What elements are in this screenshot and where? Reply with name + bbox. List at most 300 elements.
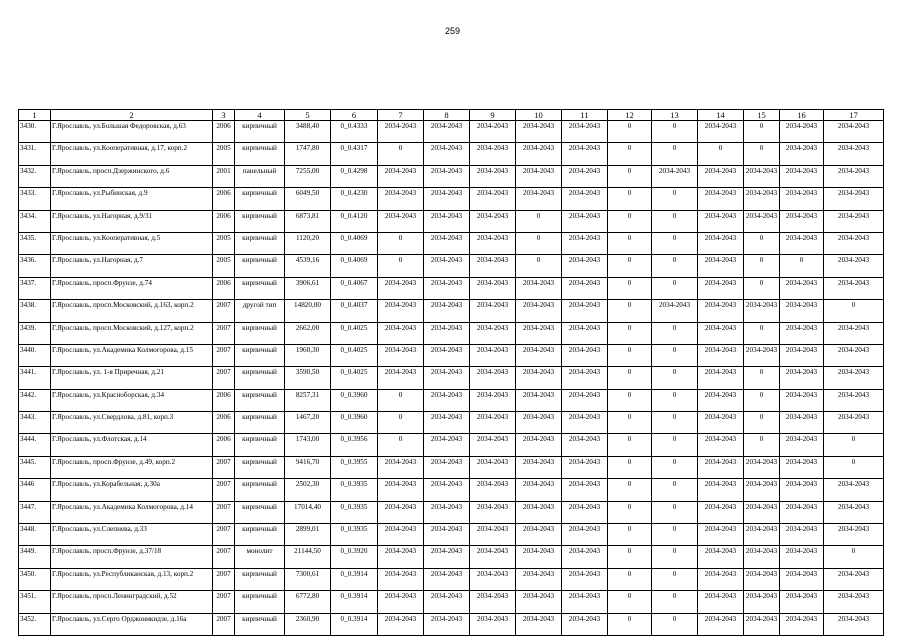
cell-work-period-15: 0 [744,232,780,254]
cell-work-period-17: 2034-2043 [824,501,884,523]
cell-wall-material: кирпичный [235,434,285,456]
cell-address: Г.Ярославль, ул.Большая Федоровская, д.63 [51,121,213,143]
cell-work-period-11: 2034-2043 [562,434,608,456]
cell-work-period-13: 2034-2043 [652,165,698,187]
cell-work-period-12: 0 [608,412,652,434]
table-row [19,591,884,613]
cell-priority-index: 0_0.4120 [331,210,378,232]
cell-work-period-10: 2034-2043 [516,568,562,590]
cell-work-period-11: 2034-2043 [562,344,608,366]
cell-work-period-10: 2034-2043 [516,456,562,478]
cell-work-period-10: 2034-2043 [516,322,562,344]
cell-work-period-14: 0 [698,143,744,165]
cell-total-area: 2662,00 [285,322,331,344]
cell-work-period-12: 0 [608,143,652,165]
column-number-11: 11 [562,110,608,121]
cell-address: Г.Ярославль, просп.Ленинградский, д.52 [51,591,213,613]
cell-work-period-7: 2034-2043 [378,546,424,568]
table-row [19,389,884,411]
cell-work-period-15: 2034-2043 [744,591,780,613]
cell-work-period-16: 2034-2043 [780,389,824,411]
cell-priority-index: 0_0.3960 [331,389,378,411]
cell-work-period-8: 2034-2043 [424,591,470,613]
cell-work-period-9: 2034-2043 [470,121,516,143]
cell-work-period-16: 2034-2043 [780,300,824,322]
cell-work-period-16: 2034-2043 [780,367,824,389]
cell-work-period-13: 0 [652,210,698,232]
cell-row-number: 3447. [19,501,51,523]
cell-work-period-13: 0 [652,434,698,456]
cell-work-period-13: 0 [652,456,698,478]
table-body [19,121,884,636]
cell-row-number: 3443. [19,412,51,434]
cell-work-period-15: 2034-2043 [744,546,780,568]
cell-work-period-16: 2034-2043 [780,613,824,635]
cell-wall-material: панельный [235,165,285,187]
cell-work-period-12: 0 [608,546,652,568]
cell-work-period-9: 2034-2043 [470,434,516,456]
cell-work-period-8: 2034-2043 [424,546,470,568]
cell-work-period-16: 2034-2043 [780,143,824,165]
cell-row-number: 3438. [19,300,51,322]
cell-year-built: 2007 [213,524,235,546]
cell-wall-material: кирпичный [235,389,285,411]
cell-row-number: 3451. [19,591,51,613]
table-row [19,456,884,478]
cell-work-period-8: 2034-2043 [424,143,470,165]
cell-work-period-9: 2034-2043 [470,344,516,366]
cell-work-period-9: 2034-2043 [470,524,516,546]
table-row [19,546,884,568]
cell-total-area: 7300,61 [285,568,331,590]
housing-register-table [18,109,884,636]
cell-work-period-10: 2034-2043 [516,277,562,299]
cell-work-period-7: 2034-2043 [378,568,424,590]
cell-work-period-8: 2034-2043 [424,322,470,344]
cell-work-period-9: 2034-2043 [470,277,516,299]
column-number-12: 12 [608,110,652,121]
cell-work-period-11: 2034-2043 [562,165,608,187]
cell-total-area: 3906,61 [285,277,331,299]
cell-work-period-16: 2034-2043 [780,210,824,232]
cell-work-period-14: 2034-2043 [698,367,744,389]
cell-total-area: 2502,30 [285,479,331,501]
cell-work-period-11: 2034-2043 [562,412,608,434]
cell-work-period-11: 2034-2043 [562,389,608,411]
cell-row-number: 3449. [19,546,51,568]
cell-work-period-17: 0 [824,456,884,478]
cell-address: Г.Ярославль, ул.Академика Колмогорова, д.14 [51,501,213,523]
cell-work-period-9: 2034-2043 [470,232,516,254]
cell-row-number: 3444. [19,434,51,456]
cell-total-area: 1467,20 [285,412,331,434]
cell-work-period-15: 2034-2043 [744,613,780,635]
cell-work-period-16: 2034-2043 [780,524,824,546]
cell-work-period-13: 0 [652,613,698,635]
cell-work-period-16: 2034-2043 [780,434,824,456]
cell-priority-index: 0_0.3914 [331,568,378,590]
cell-work-period-10: 0 [516,210,562,232]
cell-work-period-9: 2034-2043 [470,367,516,389]
cell-total-area: 1960,30 [285,344,331,366]
cell-work-period-8: 2034-2043 [424,277,470,299]
cell-work-period-14: 2034-2043 [698,389,744,411]
column-number-10: 10 [516,110,562,121]
cell-work-period-11: 2034-2043 [562,277,608,299]
table-row [19,232,884,254]
table-row [19,165,884,187]
cell-work-period-12: 0 [608,613,652,635]
cell-address: Г.Ярославль, ул.Нагорная, д.7 [51,255,213,277]
cell-wall-material: кирпичный [235,456,285,478]
table-row [19,121,884,143]
cell-work-period-11: 2034-2043 [562,591,608,613]
cell-work-period-15: 0 [744,143,780,165]
cell-work-period-11: 2034-2043 [562,546,608,568]
cell-work-period-7: 2034-2043 [378,165,424,187]
cell-wall-material: кирпичный [235,501,285,523]
cell-work-period-9: 2034-2043 [470,210,516,232]
cell-priority-index: 0_0.3914 [331,613,378,635]
cell-work-period-9: 2034-2043 [470,143,516,165]
cell-work-period-11: 2034-2043 [562,568,608,590]
cell-work-period-15: 0 [744,434,780,456]
cell-work-period-7: 0 [378,255,424,277]
cell-wall-material: кирпичный [235,591,285,613]
cell-total-area: 6049,50 [285,188,331,210]
cell-total-area: 2360,90 [285,613,331,635]
cell-priority-index: 0_0.4025 [331,367,378,389]
cell-work-period-13: 0 [652,232,698,254]
cell-priority-index: 0_0.4037 [331,300,378,322]
cell-priority-index: 0_0.4317 [331,143,378,165]
cell-priority-index: 0_0.3914 [331,591,378,613]
cell-work-period-11: 2034-2043 [562,479,608,501]
cell-work-period-17: 2034-2043 [824,613,884,635]
cell-work-period-8: 2034-2043 [424,434,470,456]
cell-year-built: 2007 [213,344,235,366]
cell-work-period-10: 2034-2043 [516,188,562,210]
cell-year-built: 2001 [213,165,235,187]
cell-year-built: 2007 [213,300,235,322]
cell-work-period-9: 2034-2043 [470,546,516,568]
cell-work-period-12: 0 [608,188,652,210]
cell-work-period-10: 2034-2043 [516,300,562,322]
cell-row-number: 3441. [19,367,51,389]
table-row [19,143,884,165]
cell-total-area: 3488,40 [285,121,331,143]
cell-total-area: 21144,50 [285,546,331,568]
cell-work-period-9: 2034-2043 [470,591,516,613]
cell-work-period-17: 2034-2043 [824,591,884,613]
cell-wall-material: кирпичный [235,568,285,590]
cell-work-period-10: 2034-2043 [516,367,562,389]
cell-address: Г.Ярославль, просп.Московский, д.127, корп.2 [51,322,213,344]
cell-row-number: 3431. [19,143,51,165]
cell-wall-material: кирпичный [235,479,285,501]
cell-address: Г.Ярославль, просп.Фрунзе, д.49, корп.2 [51,456,213,478]
cell-address: Г.Ярославль, ул.Академика Колмогорова, д.15 [51,344,213,366]
cell-work-period-13: 0 [652,367,698,389]
cell-address: Г.Ярославль, ул.Кооперативная, д.17, корп.2 [51,143,213,165]
cell-work-period-17: 2034-2043 [824,389,884,411]
cell-work-period-13: 0 [652,501,698,523]
cell-year-built: 2005 [213,143,235,165]
cell-year-built: 2006 [213,412,235,434]
cell-work-period-17: 2034-2043 [824,568,884,590]
cell-wall-material: кирпичный [235,188,285,210]
cell-work-period-10: 0 [516,255,562,277]
cell-year-built: 2007 [213,591,235,613]
cell-work-period-17: 2034-2043 [824,524,884,546]
cell-work-period-12: 0 [608,434,652,456]
cell-work-period-16: 2034-2043 [780,121,824,143]
cell-work-period-17: 2034-2043 [824,188,884,210]
cell-year-built: 2007 [213,322,235,344]
cell-work-period-10: 0 [516,232,562,254]
cell-work-period-10: 2034-2043 [516,143,562,165]
cell-work-period-9: 2034-2043 [470,255,516,277]
cell-work-period-14: 2034-2043 [698,524,744,546]
cell-work-period-9: 2034-2043 [470,165,516,187]
cell-total-area: 2899,01 [285,524,331,546]
cell-work-period-12: 0 [608,568,652,590]
cell-year-built: 2006 [213,389,235,411]
cell-address: Г.Ярославль, ул.Рыбинская, д.9 [51,188,213,210]
cell-year-built: 2007 [213,479,235,501]
cell-work-period-14: 2034-2043 [698,501,744,523]
cell-wall-material: кирпичный [235,613,285,635]
cell-year-built: 2006 [213,188,235,210]
cell-work-period-10: 2034-2043 [516,479,562,501]
table-row [19,568,884,590]
cell-work-period-7: 2034-2043 [378,300,424,322]
cell-work-period-8: 2034-2043 [424,613,470,635]
cell-wall-material: кирпичный [235,367,285,389]
cell-work-period-14: 2034-2043 [698,412,744,434]
cell-work-period-16: 2034-2043 [780,277,824,299]
cell-work-period-12: 0 [608,322,652,344]
cell-work-period-17: 2034-2043 [824,322,884,344]
cell-work-period-10: 2034-2043 [516,344,562,366]
cell-priority-index: 0_0.3935 [331,479,378,501]
cell-wall-material: кирпичный [235,232,285,254]
cell-work-period-10: 2034-2043 [516,165,562,187]
cell-work-period-16: 2034-2043 [780,568,824,590]
cell-work-period-8: 2034-2043 [424,479,470,501]
cell-work-period-11: 2034-2043 [562,613,608,635]
cell-row-number: 3446 [19,479,51,501]
cell-total-area: 4539,16 [285,255,331,277]
cell-work-period-16: 0 [780,255,824,277]
cell-priority-index: 0_0.4333 [331,121,378,143]
column-number-4: 4 [235,110,285,121]
cell-address: Г.Ярославль, ул.Флотская, д.14 [51,434,213,456]
cell-work-period-13: 0 [652,143,698,165]
cell-work-period-13: 0 [652,591,698,613]
cell-work-period-7: 2034-2043 [378,613,424,635]
cell-address: Г.Ярославль, просп.Московский, д.163, корп.2 [51,300,213,322]
cell-work-period-8: 2034-2043 [424,456,470,478]
cell-work-period-8: 2034-2043 [424,210,470,232]
cell-work-period-12: 0 [608,232,652,254]
cell-address: Г.Ярославль, ул.Нагорная, д.9/31 [51,210,213,232]
cell-work-period-14: 2034-2043 [698,277,744,299]
cell-work-period-9: 2034-2043 [470,389,516,411]
cell-work-period-11: 2034-2043 [562,232,608,254]
column-number-15: 15 [744,110,780,121]
cell-work-period-16: 2034-2043 [780,188,824,210]
cell-address: Г.Ярославль, просп.Дзержинского, д.6 [51,165,213,187]
cell-work-period-15: 0 [744,277,780,299]
cell-row-number: 3432. [19,165,51,187]
cell-work-period-10: 2034-2043 [516,524,562,546]
table-row [19,277,884,299]
cell-work-period-8: 2034-2043 [424,412,470,434]
cell-work-period-15: 0 [744,322,780,344]
column-number-5: 5 [285,110,331,121]
cell-priority-index: 0_0.4067 [331,277,378,299]
cell-work-period-7: 2034-2043 [378,188,424,210]
cell-work-period-15: 2034-2043 [744,524,780,546]
cell-wall-material: другой тип [235,300,285,322]
cell-work-period-13: 0 [652,524,698,546]
cell-total-area: 7255,00 [285,165,331,187]
cell-work-period-11: 2034-2043 [562,322,608,344]
cell-row-number: 3430. [19,121,51,143]
cell-work-period-12: 0 [608,255,652,277]
cell-work-period-12: 0 [608,456,652,478]
cell-work-period-8: 2034-2043 [424,344,470,366]
cell-total-area: 6873,81 [285,210,331,232]
column-number-9: 9 [470,110,516,121]
cell-work-period-15: 2034-2043 [744,300,780,322]
cell-work-period-12: 0 [608,479,652,501]
cell-work-period-17: 2034-2043 [824,210,884,232]
cell-address: Г.Ярославль, ул. 1-я Приречная, д.21 [51,367,213,389]
cell-work-period-14: 2034-2043 [698,479,744,501]
column-number-1: 1 [19,110,51,121]
cell-work-period-12: 0 [608,165,652,187]
cell-work-period-15: 0 [744,412,780,434]
cell-priority-index: 0_0.4025 [331,344,378,366]
column-number-7: 7 [378,110,424,121]
cell-work-period-14: 2034-2043 [698,121,744,143]
cell-work-period-8: 2034-2043 [424,524,470,546]
cell-priority-index: 0_0.4069 [331,232,378,254]
cell-wall-material: кирпичный [235,143,285,165]
cell-total-area: 17014,40 [285,501,331,523]
column-number-13: 13 [652,110,698,121]
table-row [19,501,884,523]
cell-work-period-15: 2034-2043 [744,568,780,590]
cell-work-period-9: 2034-2043 [470,613,516,635]
cell-work-period-13: 0 [652,344,698,366]
cell-work-period-16: 2034-2043 [780,501,824,523]
cell-total-area: 9416,70 [285,456,331,478]
cell-work-period-17: 2034-2043 [824,255,884,277]
cell-priority-index: 0_0.4069 [331,255,378,277]
cell-work-period-14: 2034-2043 [698,456,744,478]
cell-total-area: 1120,20 [285,232,331,254]
cell-work-period-13: 0 [652,546,698,568]
cell-work-period-13: 0 [652,322,698,344]
table-row [19,210,884,232]
column-number-14: 14 [698,110,744,121]
cell-work-period-12: 0 [608,344,652,366]
page-number: 259 [444,26,461,36]
table-row [19,344,884,366]
cell-row-number: 3437. [19,277,51,299]
cell-wall-material: кирпичный [235,121,285,143]
cell-work-period-14: 2034-2043 [698,300,744,322]
cell-priority-index: 0_0.3935 [331,524,378,546]
cell-work-period-12: 0 [608,591,652,613]
cell-work-period-9: 2034-2043 [470,322,516,344]
cell-year-built: 2007 [213,367,235,389]
cell-work-period-14: 2034-2043 [698,255,744,277]
table-row [19,412,884,434]
cell-row-number: 3440. [19,344,51,366]
cell-work-period-12: 0 [608,300,652,322]
cell-work-period-16: 2034-2043 [780,344,824,366]
cell-work-period-8: 2034-2043 [424,165,470,187]
cell-work-period-11: 2034-2043 [562,255,608,277]
cell-work-period-12: 0 [608,501,652,523]
cell-work-period-17: 2034-2043 [824,121,884,143]
cell-wall-material: кирпичный [235,524,285,546]
cell-work-period-9: 2034-2043 [470,456,516,478]
cell-work-period-17: 2034-2043 [824,344,884,366]
cell-work-period-12: 0 [608,210,652,232]
cell-row-number: 3442. [19,389,51,411]
cell-work-period-16: 2034-2043 [780,546,824,568]
cell-year-built: 2005 [213,255,235,277]
cell-work-period-15: 2034-2043 [744,501,780,523]
cell-work-period-10: 2034-2043 [516,501,562,523]
cell-work-period-11: 2034-2043 [562,456,608,478]
cell-work-period-8: 2034-2043 [424,501,470,523]
cell-row-number: 3439. [19,322,51,344]
cell-work-period-15: 0 [744,389,780,411]
cell-work-period-17: 2034-2043 [824,277,884,299]
cell-work-period-10: 2034-2043 [516,546,562,568]
cell-work-period-13: 0 [652,188,698,210]
cell-work-period-11: 2034-2043 [562,121,608,143]
cell-work-period-17: 2034-2043 [824,479,884,501]
cell-address: Г.Ярославль, ул.Республиканская, д.13, корп.2 [51,568,213,590]
cell-work-period-14: 2034-2043 [698,613,744,635]
cell-year-built: 2006 [213,210,235,232]
cell-work-period-15: 2034-2043 [744,479,780,501]
cell-work-period-16: 2034-2043 [780,165,824,187]
table-row [19,322,884,344]
cell-priority-index: 0_0.3935 [331,501,378,523]
cell-work-period-8: 2034-2043 [424,367,470,389]
cell-work-period-14: 2034-2043 [698,344,744,366]
cell-work-period-7: 2034-2043 [378,210,424,232]
cell-work-period-12: 0 [608,524,652,546]
cell-work-period-7: 2034-2043 [378,524,424,546]
cell-work-period-7: 0 [378,434,424,456]
cell-wall-material: кирпичный [235,322,285,344]
cell-year-built: 2006 [213,277,235,299]
cell-work-period-15: 2034-2043 [744,188,780,210]
column-number-3: 3 [213,110,235,121]
cell-work-period-15: 0 [744,255,780,277]
cell-work-period-10: 2034-2043 [516,434,562,456]
cell-work-period-8: 2034-2043 [424,255,470,277]
